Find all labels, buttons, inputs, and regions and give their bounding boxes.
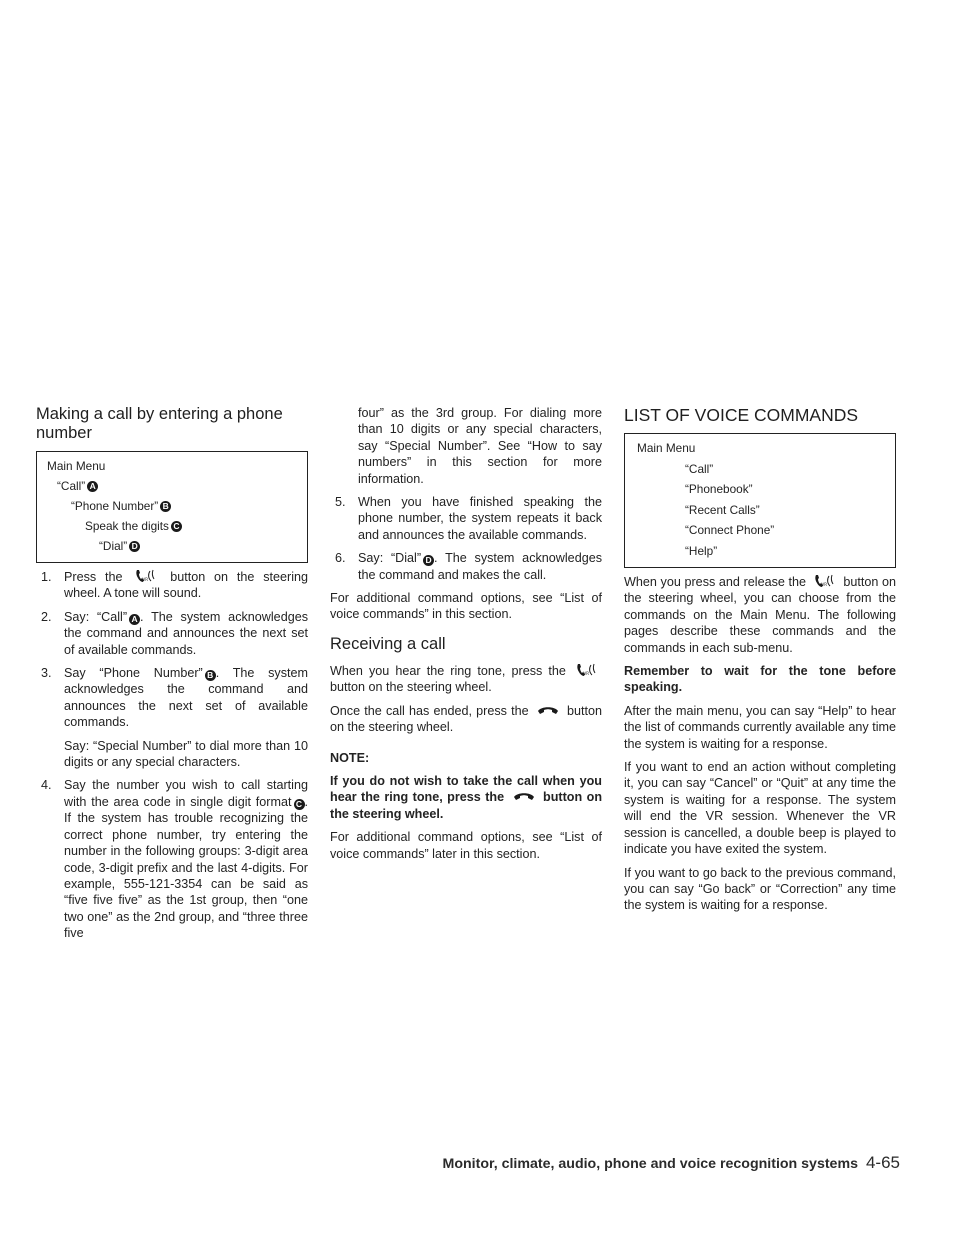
section-heading-making-call: Making a call by entering a phone number	[36, 405, 283, 442]
phone-talk-icon	[576, 663, 598, 677]
menu-flow-box	[36, 451, 308, 563]
svg-text:VR: VR	[821, 582, 827, 587]
marker-c-icon: C	[171, 521, 182, 532]
marker-d-icon: D	[129, 541, 140, 552]
marker-c-icon: C	[294, 799, 305, 810]
paragraph-go-back: If you want to go back to the previous command, you can say “Go back” or “Correction” any time the system is waiting for a response.	[624, 865, 896, 913]
menu-flow-dial: “Dial” D	[47, 536, 297, 556]
marker-b-icon: B	[205, 670, 216, 681]
step-6: 6. Say: “Dial” D . The system acknowledges the command and makes the call.	[335, 551, 602, 582]
paragraph-cancel: If you want to end an action without completing it, you can say “Cancel” or “Quit” at any time the system is waiting for a response. The system will end the VR session. Whenever the VR session is cancelled, a double beep is played to indicate you have exited the system.	[624, 760, 896, 857]
paragraph-main-menu: When you press and release the VR button on the steering wheel, you can choose from the commands on the Main Menu. The following pages describe these commands and the commands in each sub-menu.	[624, 575, 897, 655]
step-3-note: Say: “Special Number” to dial more than 10 digits or any special characters.	[64, 738, 308, 770]
step-4: 4. Say the number you wish to call starting with the area code in single digit format C . If the system has trouble recognizing the correct phone number, try entering the number in the following groups: 3-digit area code, 3-digit prefix and the last 4-digits. For example, 555-121-3354 can be said as “five five five” as the 1st group, then “one two one” as the 2nd group, and “three three five	[41, 778, 308, 941]
paragraph-additional-options-later: For additional command options, see “List of voice commands” later in this section.	[330, 830, 602, 861]
note-text: If you do not wish to take the call when you hear the ring tone, press the button on the steering wheel.	[330, 773, 603, 821]
marker-b-icon: B	[160, 501, 171, 512]
phone-talk-icon	[135, 569, 157, 583]
paragraph-additional-options: For additional command options, see “List of voice commands” in this section.	[330, 591, 602, 622]
marker-d-icon: D	[423, 555, 434, 566]
column-1	[36, 405, 308, 949]
page-footer	[360, 1153, 900, 1173]
paragraph-help: After the main menu, you can say “Help” to hear the list of commands currently available any time the system is waiting for a response.	[624, 703, 896, 751]
page-number: 4-65	[865, 1153, 900, 1172]
step-4-continued: four” as the 3rd group. For dialing more than 10 digits or any special characters, say “Special Number”. See “How to say numbers” in this section for more information.	[358, 406, 602, 486]
step-1: 1. Press the VR button on the steering wheel. A tone will sound.	[41, 570, 308, 601]
column-3	[624, 405, 896, 921]
svg-text:VR: VR	[583, 670, 590, 676]
menu-flow-speak-digits: Speak the digits C	[47, 516, 297, 536]
voice-commands-box	[624, 433, 896, 568]
footer-section-title: Monitor, climate, audio, phone and voice recognition systems	[442, 1156, 858, 1172]
phone-talk-icon	[814, 574, 836, 588]
steps-list	[36, 569, 308, 942]
voice-command-item: “Phonebook”	[685, 482, 753, 496]
step-3: 3. Say “Phone Number” B . The system acknowledges the command and announces the next set of available commands. Say: “Special Number” to dial more than 10 digits or any special characters.	[41, 666, 308, 770]
marker-a-icon: A	[129, 614, 140, 625]
paragraph-ring-tone: When you hear the ring tone, press the VR button on the steering wheel.	[330, 663, 602, 696]
phone-hang-up-icon	[513, 790, 535, 802]
marker-a-icon: A	[87, 481, 98, 492]
voice-command-item: “Call”	[685, 461, 714, 476]
svg-text:VR: VR	[142, 577, 149, 582]
note-label: NOTE:	[330, 750, 370, 765]
voice-command-item: “Recent Calls”	[685, 502, 760, 517]
menu-flow-call: “Call” A	[47, 476, 297, 496]
section-heading-receiving-call: Receiving a call	[330, 634, 446, 653]
voice-command-item: “Help”	[685, 543, 718, 558]
phone-hang-up-icon	[537, 704, 559, 716]
voice-commands-box-title: Main Menu	[637, 441, 696, 455]
step-2: 2. Say: “Call” A . The system acknowledges the command and announces the next set of available commands.	[41, 609, 308, 657]
column-2	[330, 405, 602, 869]
voice-command-item: “Connect Phone”	[685, 523, 775, 537]
menu-flow-phone-number: “Phone Number” B	[47, 496, 297, 516]
paragraph-wait-tone: Remember to wait for the tone before speaking.	[624, 664, 896, 695]
steps-list-continued	[330, 494, 602, 583]
paragraph-call-ended: Once the call has ended, press the button on the steering wheel.	[330, 703, 602, 735]
section-heading-voice-commands: LIST OF VOICE COMMANDS	[624, 405, 859, 425]
step-5: 5. When you have finished speaking the phone number, the system repeats it back and announces the available commands.	[335, 495, 602, 542]
menu-flow-main: Main Menu	[47, 459, 106, 473]
